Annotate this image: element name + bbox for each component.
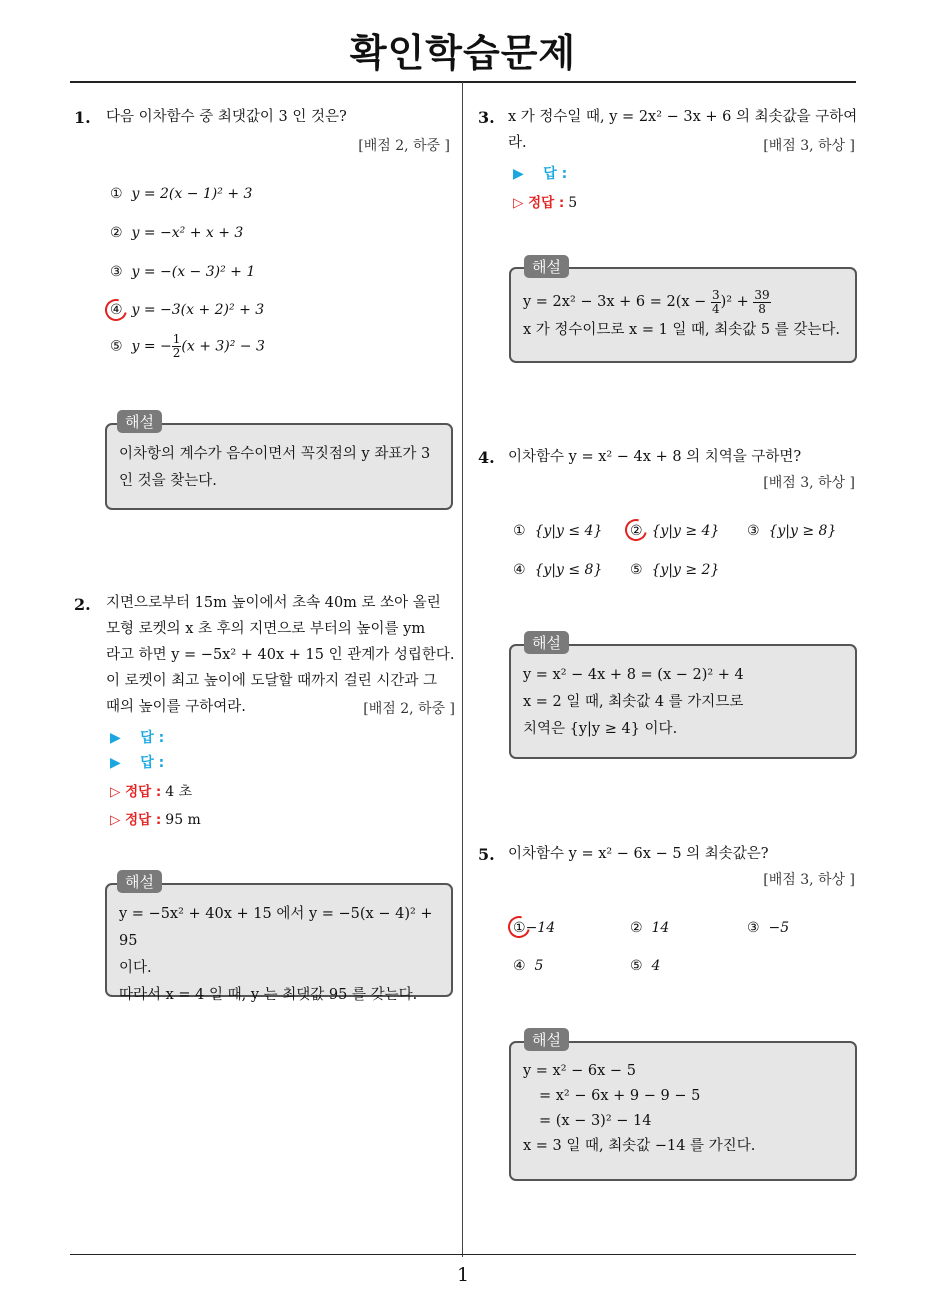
triangle-outline-icon: ▷ <box>110 784 121 800</box>
choice-expr: {y|y ≤ 4} <box>534 523 603 539</box>
explanation-tag: 해설 <box>117 870 162 893</box>
choice-mark: ④ <box>513 562 526 578</box>
choice-mark: ① <box>513 920 526 936</box>
explanation-line: 인 것을 찾는다. <box>119 473 217 489</box>
explanation-line: x = 2 일 때, 최솟값 4 를 가지므로 <box>523 694 744 710</box>
page-number: 1 <box>456 1264 470 1286</box>
choice-mark: ③ <box>747 920 760 936</box>
choice-expr: −14 <box>525 920 556 936</box>
correct-answer-1 <box>110 780 192 801</box>
answer-circle-mark <box>504 912 534 942</box>
choice-expr: {y|y ≤ 8} <box>534 562 603 578</box>
choice-expr: −5 <box>768 920 790 936</box>
choice-mark: ④ <box>110 302 123 318</box>
score-meta: [배점 3, 하상 ] <box>763 138 855 154</box>
question-number: 1. <box>74 108 91 127</box>
choice-3[interactable] <box>747 920 789 936</box>
explanation-tag: 해설 <box>117 410 162 433</box>
correct-label: 정답 : <box>125 784 162 800</box>
score-meta: [배점 3, 하상 ] <box>763 475 855 491</box>
page-title: 확인학습문제 <box>349 31 577 75</box>
choice-5[interactable] <box>630 562 719 578</box>
explanation-line: y = 2x² − 3x + 6 = 2(x − $\frac{3}{4}$ )² + $\frac{39}{8}$ <box>523 287 770 316</box>
choice-expr: 4 <box>651 958 661 974</box>
choice-3[interactable] <box>110 264 255 280</box>
correct-value: 4 초 <box>165 784 193 800</box>
footer-rule <box>70 1254 856 1255</box>
choice-mark: ⑤ <box>630 958 643 974</box>
explanation-line: 치역은 {y|y ≥ 4} 이다. <box>523 721 678 737</box>
choice-2[interactable] <box>110 225 243 241</box>
choice-mark: ③ <box>747 523 760 539</box>
explanation-box <box>509 1041 857 1181</box>
explanation-tag: 해설 <box>524 1028 569 1051</box>
choice-mark: ④ <box>513 958 526 974</box>
question-line: 이 로켓이 최고 높이에 도달할 때까지 걸린 시간과 그 <box>106 673 438 689</box>
choice-expr: {y|y ≥ 8} <box>768 523 837 539</box>
choice-4[interactable] <box>110 302 264 318</box>
score-meta: [배점 2, 하중 ] <box>363 701 455 717</box>
correct-label: 정답 : <box>125 812 162 828</box>
answer-label: 답 : <box>140 755 165 771</box>
choice-4[interactable] <box>513 958 543 974</box>
answer-blank[interactable] <box>513 163 567 183</box>
correct-answer-2 <box>110 808 201 828</box>
question-line: 때의 높이를 구하여라. <box>106 699 246 715</box>
explanation-box <box>105 883 453 1003</box>
score-meta: [배점 3, 하상 ] <box>763 872 855 888</box>
choice-expr: {y|y ≥ 2} <box>651 562 720 578</box>
correct-value: 5 <box>568 195 578 211</box>
explanation-line: 이차항의 계수가 음수이면서 꼭짓점의 y 좌표가 3 <box>119 446 431 462</box>
choice-mark: ② <box>630 920 643 936</box>
triangle-outline-icon: ▷ <box>513 195 524 211</box>
choice-expr: y = −(x − 3)² + 1 <box>131 264 256 280</box>
triangle-icon: ▶ <box>110 730 121 746</box>
explanation-line: = (x − 3)² − 14 <box>539 1113 652 1129</box>
explanation-line: = x² − 6x + 9 − 9 − 5 <box>539 1088 701 1104</box>
choice-expr: (x + 3)² − 3 <box>181 338 265 355</box>
choice-expr: 5 <box>534 958 544 974</box>
choice-3[interactable] <box>747 523 836 539</box>
choice-expr: y = −3(x + 2)² + 3 <box>131 302 265 318</box>
explanation-line: y = x² − 4x + 8 = (x − 2)² + 4 <box>523 667 744 683</box>
header-rule <box>70 81 856 83</box>
explanation-line: 따라서 x = 4 일 때, y 는 최댓값 95 를 갖는다. <box>119 987 418 1003</box>
question-line: x 가 정수일 때, y = 2x² − 3x + 6 의 최솟값을 구하여 <box>508 109 858 125</box>
choice-4[interactable] <box>513 562 602 578</box>
choice-mark: ① <box>110 186 123 202</box>
explanation-box <box>509 267 857 363</box>
question-line: 라. <box>508 135 527 151</box>
choice-mark: ① <box>513 523 526 539</box>
answer-label: 답 : <box>543 166 568 182</box>
choice-mark: ② <box>630 523 643 539</box>
answer-circle-mark <box>621 515 651 545</box>
explanation-box <box>509 644 857 759</box>
choice-expr: 14 <box>651 920 670 936</box>
choice-5[interactable] <box>110 333 265 360</box>
correct-label: 정답 : <box>528 195 565 211</box>
answer-blank-1[interactable] <box>110 727 164 747</box>
explanation-line: y = −5x² + 40x + 15 에서 y = −5(x − 4)² + 95 <box>119 906 433 949</box>
question-text: 이차함수 y = x² − 6x − 5 의 최솟값은? <box>508 846 769 862</box>
choice-expr: y = −x² + x + 3 <box>131 225 244 241</box>
choice-mark: ③ <box>110 264 123 280</box>
explanation-box <box>105 423 453 510</box>
explanation-line: 이다. <box>119 960 152 976</box>
question-number: 2. <box>74 595 91 614</box>
score-meta: [배점 2, 하중 ] <box>358 138 450 154</box>
question-line: 지면으로부터 15m 높이에서 초속 40m 로 쏘아 올린 <box>106 595 441 611</box>
triangle-outline-icon: ▷ <box>110 812 121 828</box>
question-line: 라고 하면 y = −5x² + 40x + 15 인 관계가 성립한다. <box>106 647 455 663</box>
triangle-icon: ▶ <box>110 755 121 771</box>
question-number: 3. <box>478 108 495 127</box>
choice-1[interactable] <box>513 523 602 539</box>
question-number: 4. <box>478 448 495 467</box>
explanation-line: x = 3 일 때, 최솟값 −14 를 가진다. <box>523 1138 756 1154</box>
question-text: 다음 이차함수 중 최댓값이 3 인 것은? <box>106 109 347 125</box>
explanation-line: y = x² − 6x − 5 <box>523 1063 636 1079</box>
explanation-tag: 해설 <box>524 631 569 654</box>
question-text: 이차함수 y = x² − 4x + 8 의 치역을 구하면? <box>508 449 802 465</box>
choice-1[interactable] <box>110 186 252 202</box>
explanation-line: x 가 정수이므로 x = 1 일 때, 최솟값 5 를 갖는다. <box>523 322 840 338</box>
question-line: 모형 로켓의 x 초 후의 지면으로 부터의 높이를 ym <box>106 621 426 637</box>
choice-2[interactable] <box>630 920 669 936</box>
correct-value: 95 m <box>165 812 201 828</box>
choice-mark: ⑤ <box>110 338 123 355</box>
choice-mark: ⑤ <box>630 562 643 578</box>
choice-mark: ② <box>110 225 123 241</box>
choice-expr: y = − <box>131 338 172 355</box>
explanation-tag: 해설 <box>524 255 569 278</box>
fraction: $\frac{1}{2}$ <box>172 332 181 360</box>
answer-blank-2[interactable] <box>110 752 164 772</box>
choice-expr: {y|y ≥ 4} <box>651 523 720 539</box>
triangle-icon: ▶ <box>513 166 524 182</box>
choice-expr: y = 2(x − 1)² + 3 <box>131 186 253 202</box>
choice-5[interactable] <box>630 958 660 974</box>
answer-circle-mark <box>101 295 131 325</box>
answer-label: 답 : <box>140 730 165 746</box>
question-number: 5. <box>478 845 495 864</box>
correct-answer <box>513 191 577 211</box>
column-divider <box>462 82 463 1257</box>
